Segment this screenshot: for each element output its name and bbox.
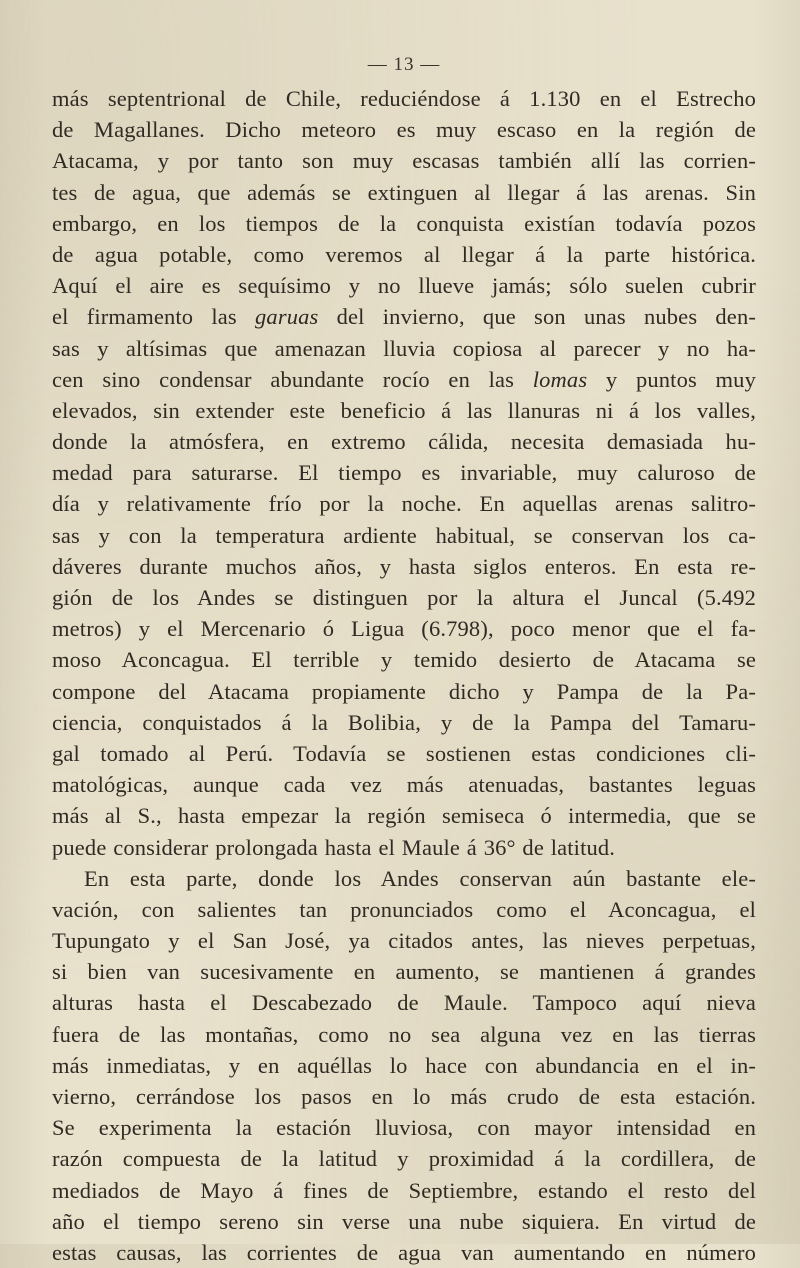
text-line: gión de los Andes se distinguen por la altura el Juncal (5.492: [52, 585, 756, 610]
text-line: dáveres durante muchos años, y hasta siglos enteros. En esta re-: [52, 553, 756, 579]
text-line: moso Aconcagua. El terrible y temido desierto de Atacama se: [52, 647, 756, 673]
text-line: sas y altísimas que amenazan lluvia copiosa al parecer y no ha-: [52, 335, 756, 361]
text-line: [52, 301, 756, 332]
body-text: [52, 83, 756, 1268]
text-run: y puntos muy: [587, 366, 756, 392]
text-line: razón compuesta de la latitud y proximidad á la cordillera, de: [52, 1146, 756, 1172]
text-line: sas y con la temperatura ardiente habitual, se conservan los ca-: [52, 522, 756, 548]
text-line: matológicas, aunque cada vez más atenuadas, bastantes leguas: [52, 772, 756, 798]
text-line: embargo, en los tiempos de la conquista existían todavía pozos: [52, 210, 756, 236]
text-line: compone del Atacama propiamente dicho y Pampa de la Pa-: [52, 678, 756, 704]
text-line: más inmediatas, y en aquéllas lo hace con abundancia en el in-: [52, 1052, 756, 1078]
text-line: de Magallanes. Dicho meteoro es muy escaso en la región de: [52, 117, 756, 143]
book-page: [52, 0, 756, 1265]
text-line: metros) y el Mercenario ó Ligua (6.798), poco menor que el fa-: [52, 616, 756, 642]
text-line: ciencia, conquistados á la Bolibia, y de la Pampa del Tamaru-: [52, 709, 756, 735]
text-line: de agua potable, como veremos al llegar á la parte histórica.: [52, 241, 756, 267]
text-line: año el tiempo sereno sin verse una nube siquiera. En virtud de: [52, 1208, 756, 1234]
italic-term: lomas: [532, 366, 588, 392]
text-line: fuera de las montañas, como no sea alguna vez en las tierras: [52, 1021, 756, 1047]
text-line: Atacama, y por tanto son muy escasas también allí las corrien-: [52, 148, 756, 174]
text-line: puede considerar prolongada hasta el Maule á 36° de latitud.: [52, 834, 616, 860]
text-line: medad para saturarse. El tiempo es invariable, muy caluroso de: [52, 460, 756, 486]
text-line: alturas hasta el Descabezado de Maule. Tampoco aquí nieva: [52, 990, 756, 1016]
page-number: — 13 —: [367, 54, 441, 75]
text-line: tes de agua, que además se extinguen al llegar á las arenas. Sin: [52, 179, 756, 205]
text-line: día y relativamente frío por la noche. En aquellas arenas salitro-: [52, 491, 756, 517]
text-run: el firmamento las: [52, 304, 256, 330]
text-line: vación, con salientes tan pronunciados como el Aconcagua, el: [52, 896, 756, 922]
text-line: más al S., hasta empezar la región semiseca ó intermedia, que se: [52, 803, 756, 829]
text-run: cen sino condensar abundante rocío en las: [52, 366, 533, 392]
text-run: del invierno, que son unas nubes den-: [318, 304, 756, 330]
text-line: mediados de Mayo á fines de Septiembre, estando el resto del: [52, 1177, 756, 1203]
text-line: Tupungato y el San José, ya citados antes, las nieves perpetuas,: [52, 928, 756, 954]
text-line: elevados, sin extender este beneficio á las llanuras ni á los valles,: [52, 397, 756, 423]
text-line: más septentrional de Chile, reduciéndose á 1.130 en el Estrecho: [52, 86, 756, 111]
text-line: vierno, cerrándose los pasos en lo más crudo de esta estación.: [52, 1084, 756, 1109]
text-line: Se experimenta la estación lluviosa, con mayor intensidad en: [52, 1115, 756, 1141]
italic-term: garuas: [255, 304, 319, 330]
text-line: En esta parte, donde los Andes conservan aún bastante ele-: [84, 865, 756, 891]
text-line: Aquí el aire es sequísimo y no llueve jamás; sólo suelen cubrir: [52, 273, 756, 299]
text-line: gal tomado al Perú. Todavía se sostienen estas condiciones cli-: [52, 740, 756, 766]
text-line: estas causas, las corrientes de agua van aumentando en número: [52, 1239, 756, 1265]
text-line: si bien van sucesivamente en aumento, se mantienen á grandes: [52, 959, 756, 985]
text-line: [52, 364, 756, 395]
text-line: donde la atmósfera, en extremo cálida, necesita demasiada hu-: [52, 429, 756, 455]
